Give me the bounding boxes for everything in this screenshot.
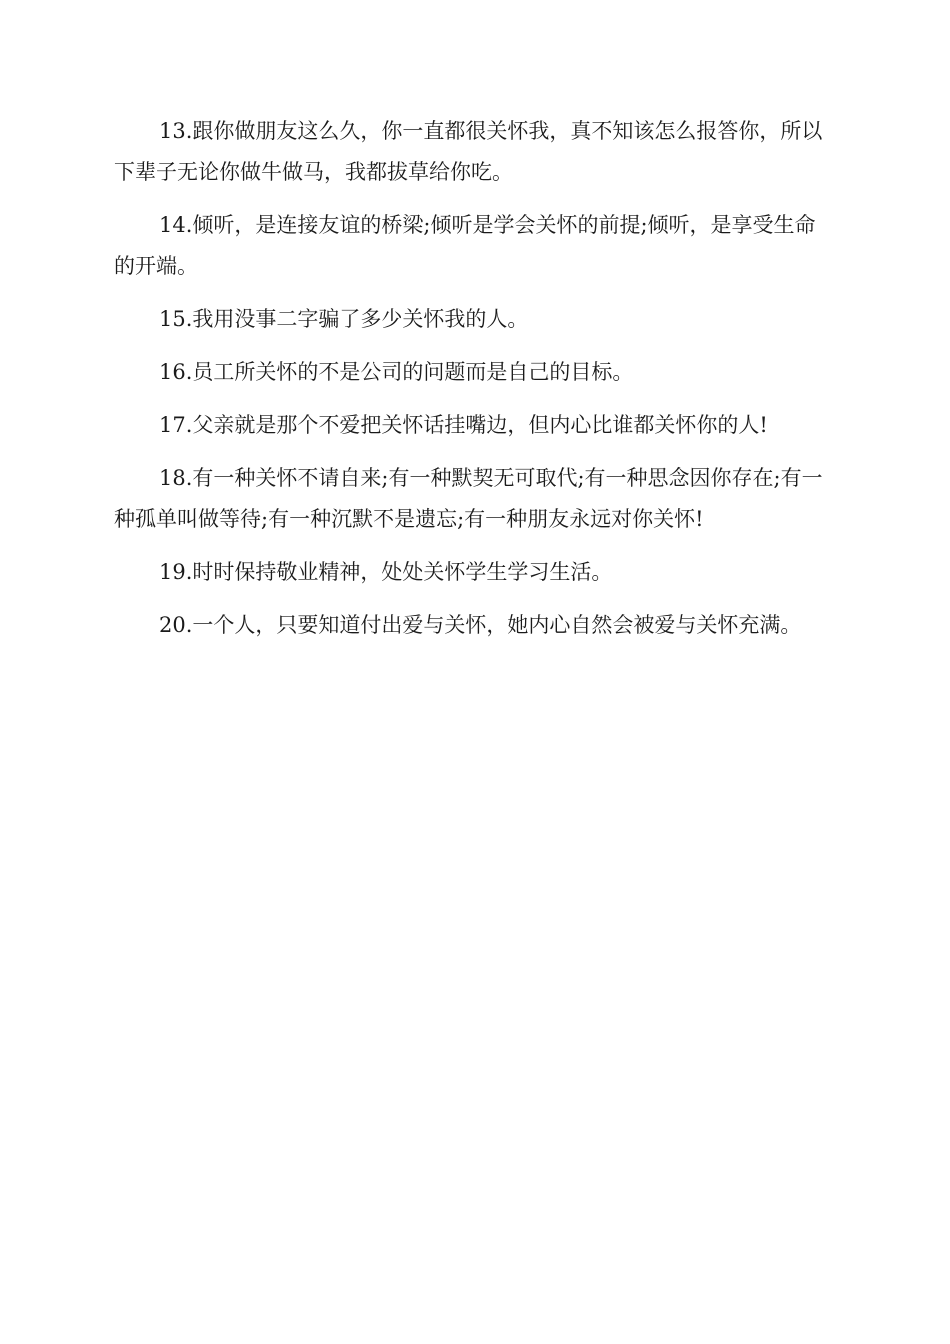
paragraph-18: 18.有一种关怀不请自来;有一种默契无可取代;有一种思念因你存在;有一种孤单叫做等待;有一种沉默不是遗忘;有一种朋友永远对你关怀! — [114, 466, 823, 531]
paragraph-13: 13.跟你做朋友这么久，你一直都很关怀我，真不知该怎么报答你，所以下辈子无论你做牛做马，我都拔草给你吃。 — [114, 119, 823, 184]
paragraph-15: 15.我用没事二字骗了多少关怀我的人。 — [159, 307, 529, 331]
paragraph-14: 14.倾听，是连接友谊的桥梁;倾听是学会关怀的前提;倾听，是享受生命的开端。 — [114, 213, 816, 278]
document-body — [114, 111, 836, 658]
paragraph-20: 20.一个人，只要知道付出爱与关怀，她内心自然会被爱与关怀充满。 — [159, 613, 802, 637]
paragraph-17: 17.父亲就是那个不爱把关怀话挂嘴边，但内心比谁都关怀你的人! — [159, 413, 768, 437]
paragraph-16: 16.员工所关怀的不是公司的问题而是自己的目标。 — [159, 360, 634, 384]
paragraph-19: 19.时时保持敬业精神，处处关怀学生学习生活。 — [159, 560, 613, 584]
